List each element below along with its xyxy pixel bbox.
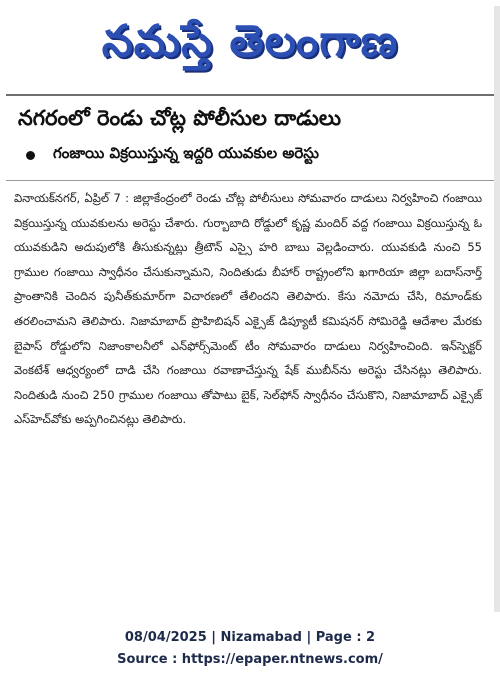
masthead-divider — [6, 94, 494, 96]
cut-off-next-headline — [94, 604, 394, 612]
article-subhead — [20, 144, 490, 166]
bullet-icon — [26, 151, 35, 160]
masthead-title: నమస్తే తెలంగాణ — [101, 16, 399, 67]
headline-divider — [6, 180, 494, 181]
article-headline: నగరంలో రెండు చోట్ల పోలీసుల దాడులు — [18, 106, 342, 130]
article-body: వినాయక్‌నగర్, ఏప్రిల్ 7 : జిల్లాకేంద్రంలో రెండు చోట్ల పోలీసులు సోమవారం దాడులు నిర్వహించి గంజాయి విక్రయిస్తున్న యువకులను అరెస్టు చేశారు. గుర్బాబాది రోడ్డులో కృష్ణ మందిర్ వద్ద గంజాయి విక్రయిస్తున్న ఓ యువకుడిని అదుపులోకి తీసుకున్నట్లు త్రీటౌన్ ఎస్సై హరి బాబు వెల్లడించారు. యువకుడి నుంచి 55 గ్రాముల గంజాయి స్వాధీనం చేసుకున్నామని, నిందితుడు బీహార్ రాష్ట్రంలోని ఖగారియా జిల్లా బదాస్‌నార్త్ ప్రాంతానికి చెందిన పునీత్‌కుమార్‌గా విచారణలో తేలిందని తెలిపారు. కేసు నమోదు చేసి, రిమాండ్‌కు తరలించామని తెలిపారు. నిజామాబాద్ ప్రొహిబిషన్ ఎక్సైజ్ డిప్యూటీ కమిషనర్ సోమిరెడ్డి ఆదేశాల మేరకు బైపాస్ రోడ్డులోని నిజాంకాలనీలో ఎన్‌ఫోర్స్‌మెంట్ టీం సోమవారం దాడులు నిర్వహించింది. ఇన్‌స్పెక్టర్ వెంకటేశ్ ఆధ్వర్యంలో దాడి చేసి గంజాయి రవాణాచేస్తున్న షేక్ ముబీన్‌ను అరెస్టు చేసినట్లు తెలిపారు. నిందితుడి నుంచి 250 గ్రాముల గంజాయి తోపాటు బైక్, సెల్‌ఫోన్ స్వాధీనం చేసుకొని, నిజామాబాద్ ఎక్సైజ్ ఎస్‌హెచ్‌వోకు అప్పగించినట్లు తెలిపారు. — [14, 191, 482, 427]
edition-info: 08/04/2025 | Nizamabad | Page : 2 — [124, 630, 376, 645]
masthead — [6, 6, 494, 90]
newspaper-clipping — [6, 6, 494, 612]
subhead-text: గంజాయి విక్రయిస్తున్న ఇద్దరి యువకుల అరెస్టు — [53, 144, 319, 162]
source-link[interactable]: Source : https://epaper.ntnews.com/ — [117, 652, 383, 667]
clipping-edge — [494, 6, 500, 612]
